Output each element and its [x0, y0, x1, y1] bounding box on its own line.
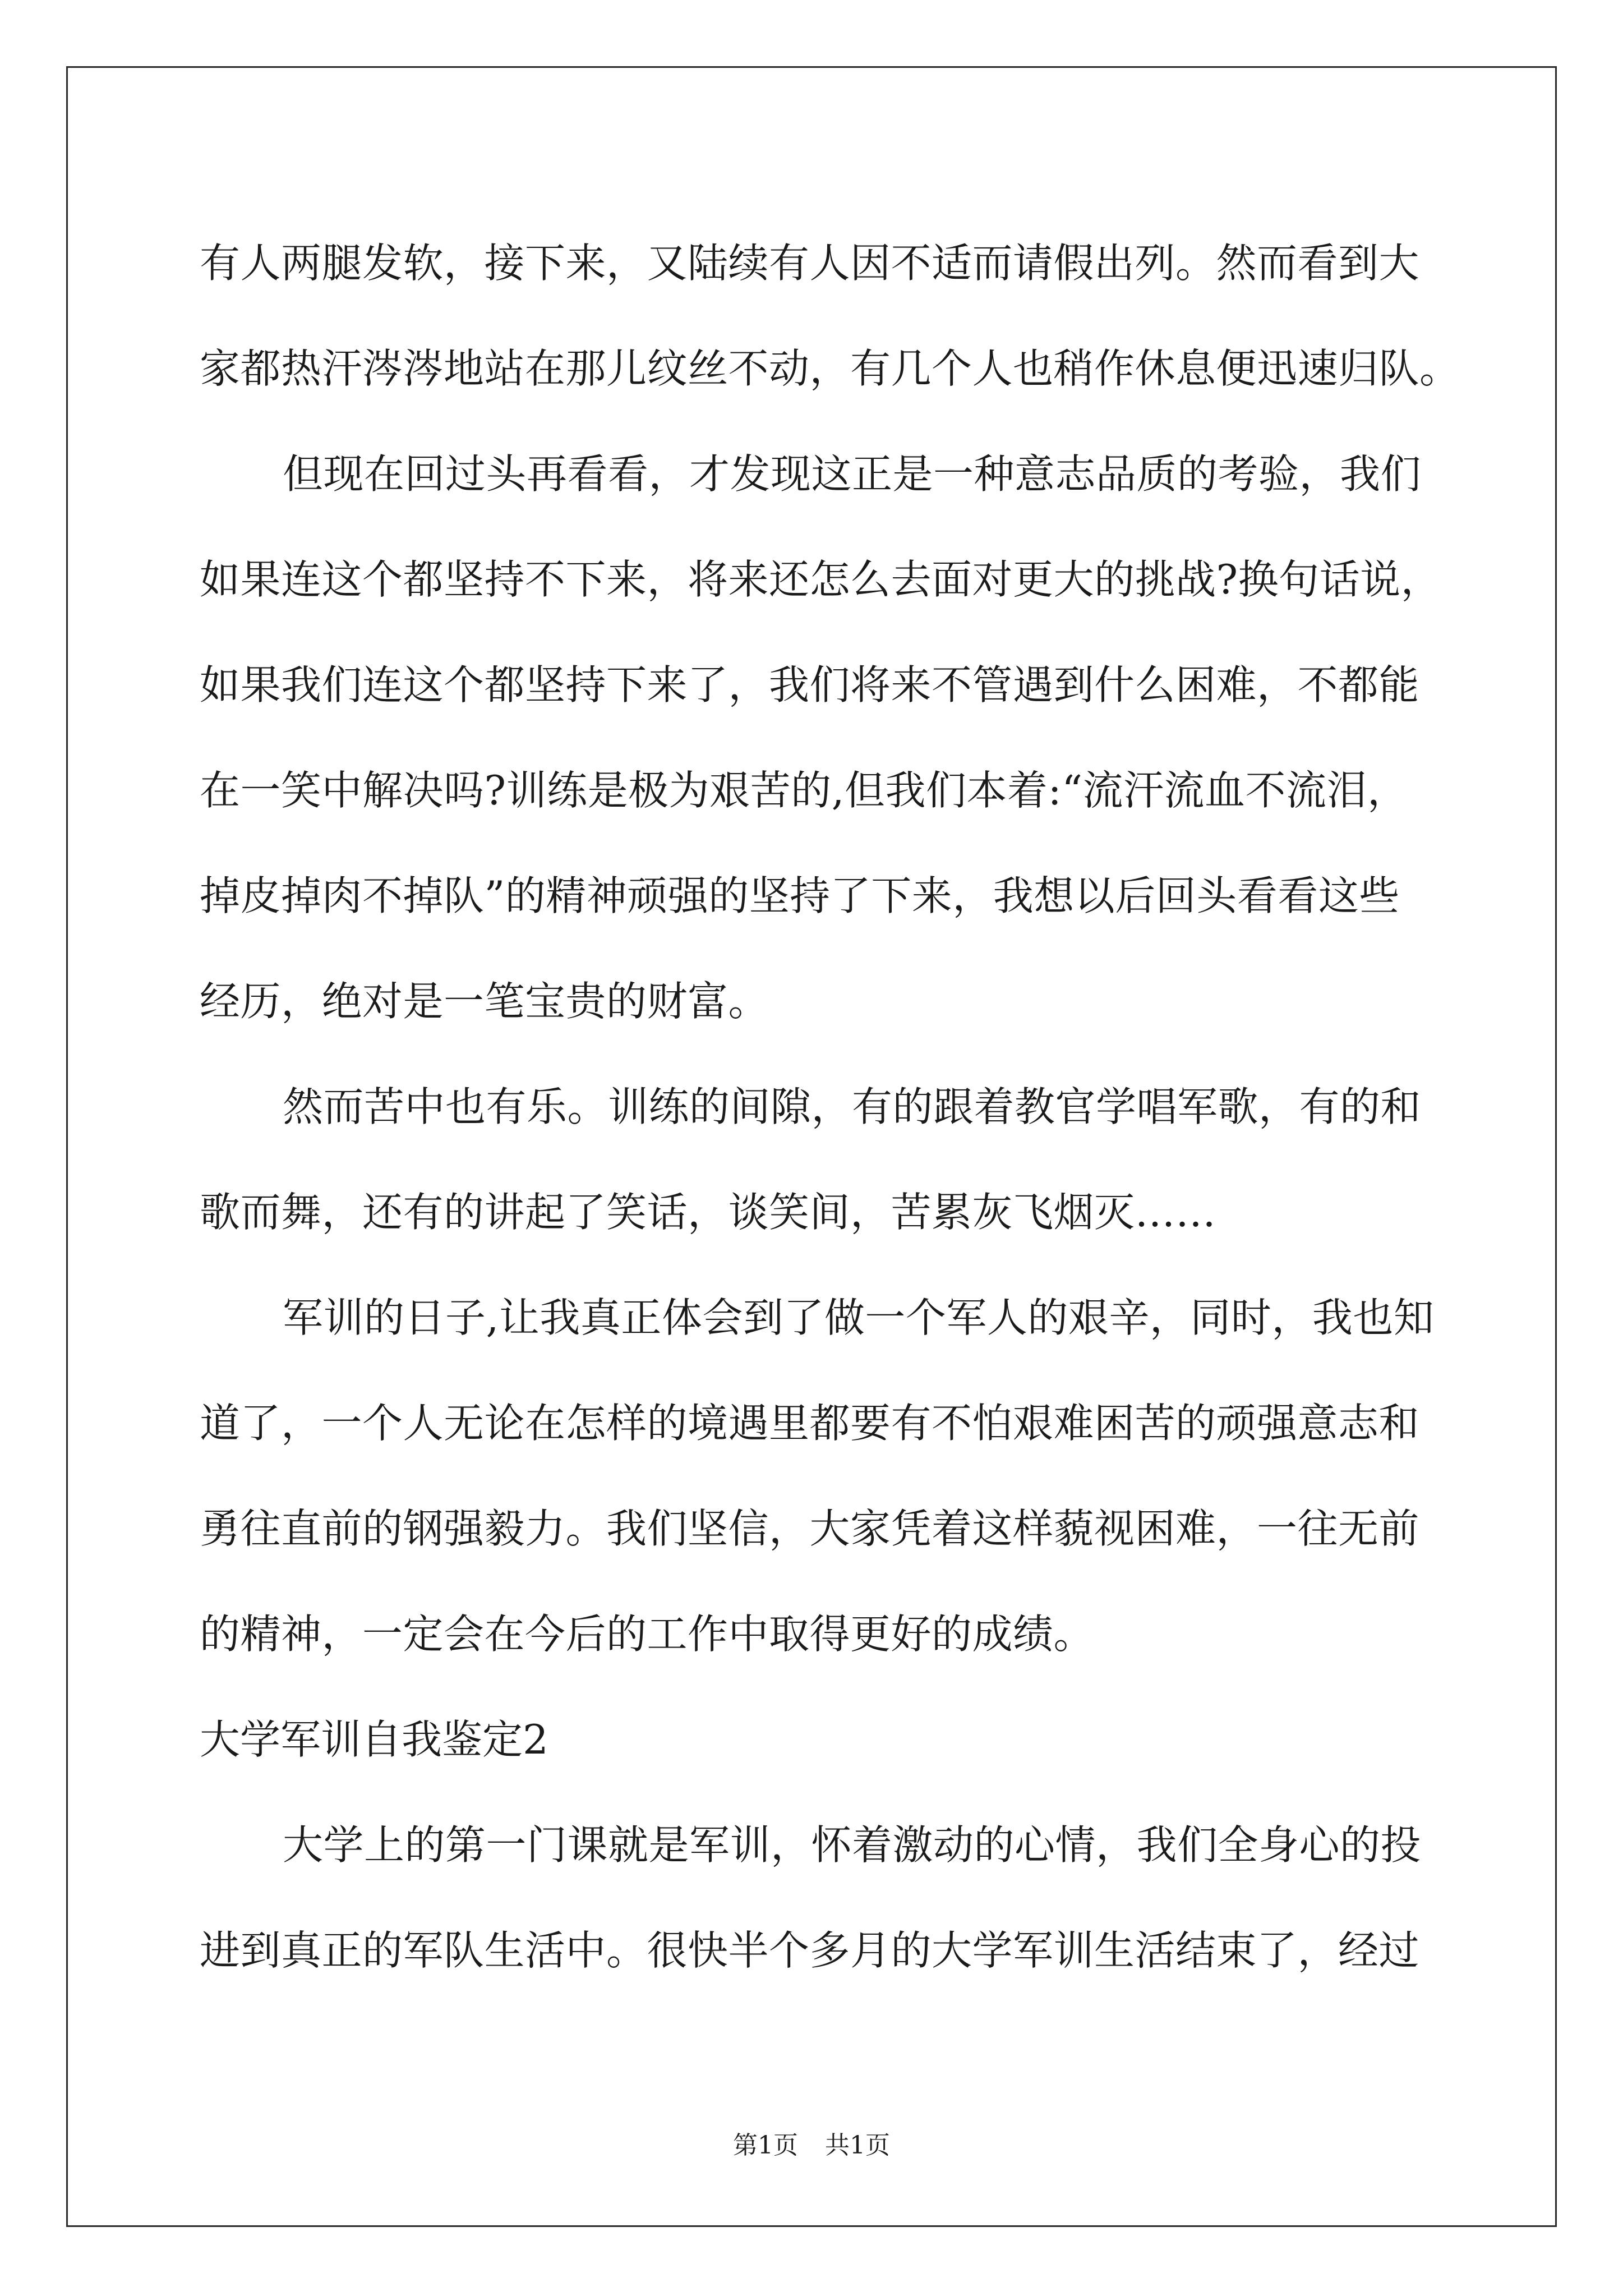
- document-body: [200, 210, 1460, 2003]
- section-heading: 大学军训自我鉴定2: [200, 1716, 548, 1763]
- paragraph-line: 在一笑中解决吗?训练是极为艰苦的,但我们本着:“流汗流血不流泪，: [200, 767, 1408, 814]
- paragraph-line: 掉皮掉肉不掉队”的精神顽强的坚持了下来，我想以后回头看看这些: [200, 872, 1400, 919]
- paragraph-line: 歌而舞，还有的讲起了笑话，谈笑间，苦累灰飞烟灭……: [200, 1189, 1216, 1236]
- page-total: 共1页: [825, 2131, 890, 2160]
- paragraph-line: 如果连这个都坚持不下来，将来还怎么去面对更大的挑战?换句话说，: [200, 556, 1442, 603]
- paragraph-line: 进到真正的军队生活中。很快半个多月的大学军训生活结束了，经过: [200, 1927, 1420, 1974]
- paragraph-line: 大学上的第一门课就是军训，怀着激动的心情，我们全身心的投: [283, 1821, 1422, 1869]
- paragraph-line: 军训的日子,让我真正体会到了做一个军人的艰辛，同时，我也知: [283, 1294, 1435, 1341]
- paragraph-line: 的精神，一定会在今后的工作中取得更好的成绩。: [200, 1611, 1095, 1658]
- paragraph-line: 道了，一个人无论在怎样的境遇里都要有不怕艰难困苦的顽强意志和: [200, 1400, 1420, 1447]
- paragraph-line: 勇往直前的钢强毅力。我们坚信，大家凭着这样藐视困难，一往无前: [200, 1505, 1420, 1552]
- paragraph-line: 经历，绝对是一笔宝贵的财富。: [200, 978, 769, 1025]
- paragraph-line: 如果我们连这个都坚持下来了，我们将来不管遇到什么困难，不都能: [200, 661, 1420, 708]
- paragraph-line: 有人两腿发软，接下来，又陆续有人因不适而请假出列。然而看到大: [200, 240, 1420, 287]
- page-number: 第1页: [733, 2131, 798, 2160]
- page-footer: [0, 2125, 1623, 2161]
- paragraph-line: 但现在回过头再看看，才发现这正是一种意志品质的考验，我们: [283, 450, 1422, 498]
- paragraph-line: 家都热汗涔涔地站在那儿纹丝不动，有几个人也稍作休息便迅速归队。: [200, 345, 1460, 392]
- paragraph-line: 然而苦中也有乐。训练的间隙，有的跟着教官学唱军歌，有的和: [283, 1083, 1422, 1130]
